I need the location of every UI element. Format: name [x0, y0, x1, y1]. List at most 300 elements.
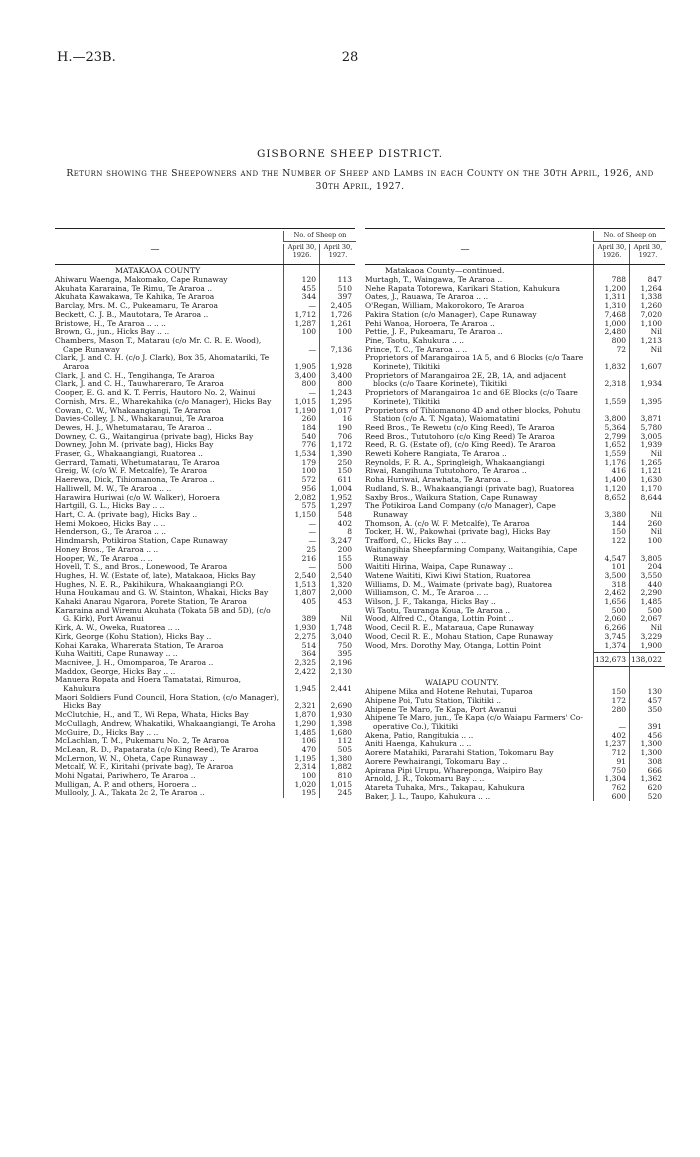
- sheep-1926: 7,468: [604, 309, 626, 319]
- owner-name: Kohai Karaka, Wharerata Station, Te Araroa: [55, 640, 224, 650]
- sheep-1926: 6,266: [604, 623, 626, 633]
- owner-name: Nehe Rapata Totorewa, Karikari Station, Kahukura: [365, 283, 560, 293]
- owner-name: Reweti Kohere Rangiata, Te Araroa ..: [365, 449, 507, 459]
- sheep-1927: 155: [337, 553, 352, 563]
- owner-name: Fraser, G., Whakaangiangi, Ruatorea ..: [55, 449, 203, 459]
- sheep-1927: 440: [647, 579, 662, 589]
- sheep-1926: 172: [611, 695, 626, 705]
- sheep-1926: 1,712: [294, 309, 316, 319]
- table-header: [55, 228, 355, 265]
- sheep-1927: Nil: [650, 449, 662, 459]
- sheep-1927: 1,485: [640, 597, 662, 607]
- sheep-1926: 260: [301, 414, 316, 424]
- sheep-1926: 575: [301, 501, 316, 511]
- owner-name: Wood, Alfred C., Otanga, Lottin Point ..: [365, 614, 514, 624]
- owner-name: Roha Huriwai, Arawhata, Te Araroa ..: [365, 475, 509, 485]
- owner-name: Bristowe, H., Te Araroa .. .. ..: [55, 318, 166, 328]
- owner-name: Mullooly, J. A., Takata 2c 2, Te Araroa ..: [55, 788, 205, 798]
- owner-name: Barclay, Mrs. M. C., Pukeamaru, Te Araroa: [55, 301, 218, 311]
- document-title: GISBORNE SHEEP DISTRICT.: [256, 148, 444, 160]
- sheep-1927: 1,928: [330, 362, 352, 372]
- sheep-1926: 2,462: [604, 588, 626, 598]
- table-row: [55, 676, 355, 693]
- sheep-1926: 1,652: [604, 440, 626, 450]
- sheep-1926: 150: [611, 527, 626, 537]
- owner-name: Clark, J. and C. H., Tauwhareraro, Te Araroa: [55, 379, 224, 389]
- sheep-1926: 2,275: [294, 631, 316, 641]
- sheep-1927: 1,939: [640, 440, 662, 450]
- sheep-1926: 600: [611, 791, 626, 801]
- owner-name: Wood, Mrs. Dorothy May, Otanga, Lottin Point: [365, 640, 542, 650]
- sheep-1926: 72: [616, 344, 626, 354]
- sheep-1926: 100: [301, 466, 316, 476]
- sheep-1926: 1,656: [604, 597, 626, 607]
- sheep-1927: 3,005: [640, 431, 662, 441]
- owner-name: Trafford, C., Hicks Bay .. ..: [365, 536, 467, 546]
- sheep-1927: 2,067: [640, 614, 662, 624]
- table-row: [365, 502, 665, 519]
- header-date-1927: April 30, 1927.: [319, 244, 356, 264]
- sheep-1927: 1,017: [330, 405, 352, 415]
- sheep-1926: 1,020: [294, 779, 316, 789]
- owner-name: Ahipene Poi, Tutu Station, Tikitiki ..: [365, 695, 502, 705]
- sheep-1926: 2,082: [294, 492, 316, 502]
- sheep-1926: 1,176: [604, 457, 626, 467]
- sheep-1927: 1,680: [330, 727, 352, 737]
- table-row: [365, 389, 665, 406]
- sheep-1926: 800: [611, 335, 626, 345]
- sheep-1926: 5,364: [604, 422, 626, 432]
- sheep-1926: 1,290: [294, 718, 316, 728]
- sheep-1926: 1,832: [604, 362, 626, 372]
- sheep-1926: 3,400: [294, 370, 316, 380]
- sheep-1926: 2,540: [294, 570, 316, 580]
- owner-name: McGuire, D., Hicks Bay .. ..: [55, 727, 159, 737]
- owner-name: McLachlan, T. M., Pukemaru No. 2, Te Araroa: [55, 736, 230, 746]
- owner-name: Aniti Haenga, Kahukura .. ..: [365, 739, 472, 749]
- owner-name: Henderson, G., Te Araroa .. ..: [55, 527, 167, 537]
- owner-name: Waititi Hirina, Waipa, Cape Runaway ..: [365, 562, 513, 572]
- sheep-1926: —: [308, 388, 316, 398]
- table-row: [55, 607, 355, 624]
- sheep-1926: 2,422: [294, 666, 316, 676]
- owner-name: Maddox, George, Hicks Bay .. ..: [55, 666, 176, 676]
- header-number-of-sheep: No. of Sheep on: [283, 231, 356, 242]
- owner-name: Downey, C. G., Waitangirua (private bag), Hicks Bay: [55, 431, 254, 441]
- owner-name: McClutchie, H., and T., Wi Repa, Whata, Hicks Bay: [55, 710, 249, 720]
- owner-name: Wilson, J. F., Takanga, Hicks Bay ..: [365, 597, 496, 607]
- sheep-1927: 3,040: [330, 631, 352, 641]
- owner-name: Pine, Taotu, Kahukura .. ..: [365, 335, 464, 345]
- owner-name: Dewes, H. J., Whetumatarau, Te Araroa ..: [55, 422, 212, 432]
- owner-name: Hemi Mokoeo, Hicks Bay .. ..: [55, 518, 166, 528]
- sheep-1927: 1,213: [640, 335, 662, 345]
- sheep-1927: 2,290: [640, 588, 662, 598]
- total-1926: 132,673: [593, 652, 629, 667]
- sheep-1926: 750: [611, 765, 626, 775]
- owner-name: Akuhata Kararaina, Te Rimu, Te Araroa ..: [55, 283, 213, 293]
- owner-name: McLernon, W. N., Oheta, Cape Runaway ..: [55, 753, 215, 763]
- sheep-1927: 190: [337, 422, 352, 432]
- sheep-1927: 5,780: [640, 422, 662, 432]
- owner-name: Waitangihia Sheepfarming Company, Waitangihia, Cape Runaway: [365, 544, 578, 563]
- sheep-1927: 1,261: [330, 318, 352, 328]
- owner-name: Akuhata Kawakawa, Te Kahika, Te Araroa: [55, 292, 215, 302]
- sheep-1926: 405: [301, 597, 316, 607]
- sheep-1927: Nil: [650, 623, 662, 633]
- owner-name: Hindmarsh, Potikiroa Station, Cape Runaway: [55, 536, 228, 546]
- sheep-1927: 1,172: [330, 440, 352, 450]
- owner-name: Aorere Matahiki, Pararahi Station, Tokomaru Bay: [365, 748, 554, 758]
- sheep-1926: 184: [301, 422, 316, 432]
- sheep-1927: 1,004: [330, 483, 352, 493]
- owner-name: Prince, T. C., Te Araroa .. ..: [365, 344, 468, 354]
- sheep-1926: —: [308, 527, 316, 537]
- owner-name: Atareta Tuhaka, Mrs., Takapau, Kahukura: [365, 782, 525, 792]
- sheep-1926: 712: [611, 748, 626, 758]
- sheep-1926: 2,325: [294, 657, 316, 667]
- sheep-1926: 572: [301, 475, 316, 485]
- page-number: 28: [341, 50, 359, 65]
- sheep-1927: 7,020: [640, 309, 662, 319]
- left-column: [55, 228, 355, 798]
- sheep-1927: 1,748: [330, 623, 352, 633]
- sheep-1926: 416: [611, 466, 626, 476]
- owner-name: Apirana Pipi Urupu, Whareponga, Waipiro Bay: [365, 765, 543, 775]
- sheep-1927: 7,136: [330, 344, 352, 354]
- owner-name: Mohi Ngatai, Pariwhero, Te Araroa ..: [55, 771, 196, 781]
- sheep-1927: 1,297: [330, 501, 352, 511]
- sheep-1926: 1,905: [294, 362, 316, 372]
- sheep-1926: 1,150: [294, 509, 316, 519]
- sheep-1926: —: [308, 518, 316, 528]
- sheep-1927: 3,400: [330, 370, 352, 380]
- sheep-1927: 3,247: [330, 536, 352, 546]
- sheep-1927: 1,398: [330, 718, 352, 728]
- owner-name: Wi Taotu, Tauranga Koua, Te Araroa ..: [365, 605, 511, 615]
- owner-name: Akena, Patio, Rangitukia .. ..: [365, 730, 474, 740]
- owner-name: Pehi Wanoa, Horoera, Te Araroa ..: [365, 318, 495, 328]
- sheep-1927: 1,170: [640, 483, 662, 493]
- owner-name: Kirk, A. W., Oweka, Ruatorea .. ..: [55, 623, 180, 633]
- owner-name: Metcalf, W. F., Kiritahi (private bag), Te Araroa: [55, 762, 234, 772]
- sheep-1926: 1,287: [294, 318, 316, 328]
- owner-name: Hovell, T. S., and Bros., Lonewood, Te Araroa: [55, 562, 228, 572]
- header-date-1926: April 30, 1926.: [283, 244, 320, 264]
- sheep-1927: 113: [337, 275, 352, 284]
- sheep-1927: 1,882: [330, 762, 352, 772]
- sheep-1927: Nil: [340, 614, 352, 624]
- table-row: [55, 354, 355, 371]
- sheep-1927: 1,934: [640, 379, 662, 389]
- sheep-1927: 402: [337, 518, 352, 528]
- owner-name: Gerrard, Tamati, Whetumatarau, Te Araroa: [55, 457, 220, 467]
- owner-name: Riwai, Rangihuna Tututohoro, Te Araroa ..: [365, 466, 527, 476]
- owner-name: Greig, W. (c/o W. F. Metcalfe), Te Araroa: [55, 466, 208, 476]
- table-row: [365, 642, 665, 651]
- sheep-1927: 1,726: [330, 309, 352, 319]
- sheep-1927: 1,100: [640, 318, 662, 328]
- sheep-1926: 106: [301, 736, 316, 746]
- sheep-1927: 2,130: [330, 666, 352, 676]
- sheep-1926: —: [308, 536, 316, 546]
- owner-name: Hart, C. A. (private bag), Hicks Bay ..: [55, 509, 198, 519]
- sheep-1926: 2,480: [604, 327, 626, 337]
- sheep-1926: 100: [301, 327, 316, 337]
- sheep-1927: 260: [647, 518, 662, 528]
- owner-name: Reynolds, F. R. A., Springleigh, Whakaangiangi: [365, 457, 545, 467]
- sheep-1926: 100: [301, 771, 316, 781]
- sheep-1927: 3,229: [640, 631, 662, 641]
- header-date-1927: April 30, 1927.: [629, 244, 666, 264]
- right-table-body: [365, 265, 665, 801]
- sheep-1926: 514: [301, 640, 316, 650]
- sheep-1926: 1,534: [294, 449, 316, 459]
- owner-name: Downey, John M. (private bag), Hicks Bay: [55, 440, 214, 450]
- document-subtitle: Return showing the Sheepowners and the Number of Sheep and Lambs in each County on the 30th April, 1926, and 30th April, 1927.: [66, 168, 654, 192]
- sheep-1926: 1,015: [294, 396, 316, 406]
- county-total-row: [365, 652, 665, 667]
- sheep-1926: 956: [301, 483, 316, 493]
- sheep-1927: 500: [647, 605, 662, 615]
- sheep-1926: 455: [301, 283, 316, 293]
- sheep-1926: 1,870: [294, 710, 316, 720]
- sheep-1926: 280: [611, 704, 626, 714]
- sheep-1927: 1,300: [640, 748, 662, 758]
- sheep-1927: 500: [337, 562, 352, 572]
- sheep-1927: Nil: [650, 509, 662, 519]
- sheep-1927: 3,805: [640, 553, 662, 563]
- owner-name: Kararaina and Wiremu Akuhata (Tokata 5B and 5D), (c/o G. Kirk), Port Awanui: [55, 605, 271, 624]
- sheep-1926: 800: [301, 379, 316, 389]
- owner-name: Proprietors of Marangairoa 2E, 2B, 1A, and adjacent blocks (c/o Taare Korinete), Tikitiki: [365, 370, 567, 389]
- sheep-1926: 1,559: [604, 396, 626, 406]
- sheep-1927: 16: [342, 414, 352, 424]
- header-date-1926: April 30, 1926.: [593, 244, 630, 264]
- owner-name: Hughes, H. W. (Estate of, late), Matakaoa, Hicks Bay: [55, 570, 256, 580]
- sheep-1927: 1,395: [640, 396, 662, 406]
- sheep-1926: 195: [301, 788, 316, 798]
- table-row: [365, 372, 665, 389]
- sheep-1926: 1,485: [294, 727, 316, 737]
- owner-name: Ahiwaru Waenga, Makomako, Cape Runaway: [55, 275, 228, 284]
- sheep-1927: 1,338: [640, 292, 662, 302]
- sheep-1927: 2,690: [330, 701, 352, 711]
- sheep-1927: 1,630: [640, 475, 662, 485]
- sheep-1927: 1,265: [640, 457, 662, 467]
- owner-name: Clark, J. and C. H. (c/o J. Clark), Box 35, Ahomatariki, Te Araroa: [55, 353, 270, 372]
- sheep-1926: 3,380: [604, 509, 626, 519]
- sheep-1927: 130: [647, 687, 662, 697]
- sheep-1927: 1,260: [640, 301, 662, 311]
- sheep-1927: 397: [337, 292, 352, 302]
- sheep-1926: —: [618, 722, 626, 732]
- owner-name: Kahaki Anarau Ngarora, Porete Station, Te Araroa: [55, 597, 248, 607]
- sheep-1927: 150: [337, 466, 352, 476]
- sheep-1926: 120: [301, 275, 316, 284]
- sheep-1926: 1,195: [294, 753, 316, 763]
- table-row: [55, 694, 355, 711]
- sheep-1927: 1,930: [330, 710, 352, 720]
- header-number-of-sheep: No. of Sheep on: [593, 231, 666, 242]
- owner-name: Beckett, C. J. B., Mautotara, Te Araroa ..: [55, 309, 209, 319]
- sheep-1927: 2,441: [330, 684, 352, 694]
- sheep-1927: 611: [337, 475, 352, 485]
- sheep-1926: 762: [611, 782, 626, 792]
- sheep-1926: 389: [301, 614, 316, 624]
- sheep-1927: 505: [337, 744, 352, 754]
- owner-name: Rudland, S. B., Whakaangiangi (private bag), Ruatorea: [365, 483, 575, 493]
- table-row: [365, 354, 665, 371]
- owner-name: Tocker, H. W., Pakowhai (private bag), Hicks Bay: [365, 527, 551, 537]
- sheep-1927: 750: [337, 640, 352, 650]
- table-header: [365, 228, 665, 265]
- sheep-1927: 245: [337, 788, 352, 798]
- sheep-1926: 788: [611, 275, 626, 284]
- sheep-1926: 8,652: [604, 492, 626, 502]
- sheep-1926: —: [308, 301, 316, 311]
- owner-name: Reed, R. G. (Estate of), (c/o King Reed). Te Araroa: [365, 440, 556, 450]
- sheep-1926: 144: [611, 518, 626, 528]
- sheep-1927: 620: [647, 782, 662, 792]
- sheep-1926: 1,120: [604, 483, 626, 493]
- owner-name: Wood, Cecil R. E., Mataraua, Cape Runaway: [365, 623, 534, 633]
- section-heading: WAIAPU COUNTY.: [425, 678, 499, 688]
- sheep-1926: 1,807: [294, 588, 316, 598]
- owner-name: Cowan, C. W., Whakaangiangi, Te Araroa: [55, 405, 211, 415]
- sheep-1927: 308: [647, 756, 662, 766]
- sheep-1927: 100: [647, 536, 662, 546]
- owner-name: Cooper, E. G. and K. T. Ferris, Hautoro No. 2, Wainui: [55, 388, 256, 398]
- owner-name: Wood, Cecil R. E., Mohau Station, Cape Runaway: [365, 631, 554, 641]
- owner-name: Mulligan, A. P. and others, Horoera ..: [55, 779, 197, 789]
- sheep-1927: 8,644: [640, 492, 662, 502]
- owner-name: O'Regan, William, Makorokoro, Te Araroa: [365, 301, 525, 311]
- table-row: [365, 546, 665, 563]
- owner-name: Aorere Pewhairangi, Tokomaru Bay ..: [365, 756, 508, 766]
- sheep-1927: 1,243: [330, 388, 352, 398]
- owner-name: Ahipene Mika and Hotene Rehutai, Tuparoa: [365, 687, 533, 697]
- owner-name: Halliwell, M. W., Te Araroa .. ..: [55, 483, 172, 493]
- sheep-1927: 2,540: [330, 570, 352, 580]
- owner-name: Pakira Station (c/o Manager), Cape Runaway: [365, 309, 537, 319]
- sheep-1926: 318: [611, 579, 626, 589]
- sheep-1927: 112: [337, 736, 352, 746]
- report-reference: H.—23B.: [57, 50, 116, 65]
- sheep-1927: 800: [337, 379, 352, 389]
- sheep-1926: 1,190: [294, 405, 316, 415]
- sheep-1926: 2,799: [604, 431, 626, 441]
- owner-name: Cornish, Mrs. E., Wharekahika (c/o Manager), Hicks Bay: [55, 396, 272, 406]
- sheep-1927: 250: [337, 457, 352, 467]
- sheep-1927: 391: [647, 722, 662, 732]
- sheep-1926: 4,547: [604, 553, 626, 563]
- owner-name: Thomson, A. (c/o W. F. Metcalfe), Te Araroa: [365, 518, 530, 528]
- sheep-1927: 1,380: [330, 753, 352, 763]
- sheep-1927: 1,121: [640, 466, 662, 476]
- sheep-1926: 216: [301, 553, 316, 563]
- sheep-1926: 1,304: [604, 774, 626, 784]
- owner-name: Hooper, W., Te Araroa .. ..: [55, 553, 153, 563]
- owner-name: Hartgill, G. L., Hicks Bay .. ..: [55, 501, 165, 511]
- sheep-1927: 2,196: [330, 657, 352, 667]
- header-dash: —: [460, 245, 470, 255]
- sheep-1926: 364: [301, 649, 316, 659]
- sheep-1926: 470: [301, 744, 316, 754]
- sheep-1927: 457: [647, 695, 662, 705]
- sheep-1926: 2,321: [294, 701, 316, 711]
- owner-name: Saxby Bros., Waikura Station, Cape Runaway: [365, 492, 538, 502]
- owner-name: Watene Waititi, Kiwi Kiwi Station, Ruatorea: [365, 570, 531, 580]
- owner-name: Haerewa, Dick, Tihiomanona, Te Araroa ..: [55, 475, 215, 485]
- sheep-1926: 1,930: [294, 623, 316, 633]
- sheep-1927: 1,015: [330, 779, 352, 789]
- sheep-1926: 3,745: [604, 631, 626, 641]
- owner-name: Chambers, Mason T., Matarau (c/o Mr. C. R. E. Wood), Cape Runaway: [55, 335, 262, 354]
- owner-name: Baker, J. L., Taupo, Kahukura .. ..: [365, 791, 491, 801]
- sheep-1927: 666: [647, 765, 662, 775]
- table-row: [365, 793, 665, 802]
- sheep-1927: 453: [337, 597, 352, 607]
- sheep-1926: 2,314: [294, 762, 316, 772]
- owner-name: McLean, R. D., Papatarata (c/o King Reed), Te Araroa: [55, 744, 259, 754]
- sheep-1926: 122: [611, 536, 626, 546]
- owner-name: Pettie, J. F., Pukeamaru, Te Araroa ..: [365, 327, 503, 337]
- owner-name: Reed Bros., Tututohoro (c/o King Reed) Te Araroa: [365, 431, 555, 441]
- sheep-1926: 1,000: [604, 318, 626, 328]
- sheep-1927: 2,000: [330, 588, 352, 598]
- sheep-1927: 8: [347, 527, 352, 537]
- sheep-1927: 706: [337, 431, 352, 441]
- section-heading: MATAKAOA COUNTY: [115, 266, 201, 275]
- sheep-1927: 1,607: [640, 362, 662, 372]
- sheep-1926: 3,800: [604, 414, 626, 424]
- owner-name: Proprietors of Tihiomanono 4D and other blocks, Pohutu Station (c/o A. T. Ngata), Waiomatatini: [365, 405, 581, 424]
- sheep-1926: 1,374: [604, 640, 626, 650]
- sheep-1927: 100: [337, 327, 352, 337]
- sheep-1926: 3,500: [604, 570, 626, 580]
- sheep-1926: 1,945: [294, 684, 316, 694]
- sheep-1927: 1,390: [330, 449, 352, 459]
- owner-name: Ahipene Te Maro, Te Kapa, Port Awanui: [365, 704, 517, 714]
- table-row: [365, 714, 665, 731]
- sheep-1927: 1,900: [640, 640, 662, 650]
- sheep-1927: Nil: [650, 327, 662, 337]
- owner-name: Kirk, George (Kohu Station), Hicks Bay ..: [55, 631, 212, 641]
- sheep-1926: —: [308, 562, 316, 572]
- table-row: [55, 337, 355, 354]
- owner-name: Williams, D. M., Waimate (private bag), Ruatorea: [365, 579, 553, 589]
- sheep-1927: 3,550: [640, 570, 662, 580]
- sheep-1927: 1,952: [330, 492, 352, 502]
- sheep-1927: 1,264: [640, 283, 662, 293]
- owner-name: The Potikiroa Land Company (c/o Manager), Cape Runaway: [365, 501, 556, 519]
- owner-name: Manuera Ropata and Hoera Tamatatai, Rimuroa, Kahukura: [55, 675, 241, 694]
- owner-name: Oates, J., Rauawa, Te Araroa .. ..: [365, 292, 489, 302]
- sheep-1927: 456: [647, 730, 662, 740]
- sheep-1926: 2,060: [604, 614, 626, 624]
- total-1927: 138,022: [629, 652, 665, 667]
- sheep-1926: 402: [611, 730, 626, 740]
- owner-name: Arnold, J. R., Tokomaru Bay .. ..: [365, 774, 485, 784]
- sheep-1927: 200: [337, 544, 352, 554]
- sheep-1926: 540: [301, 431, 316, 441]
- sheep-1927: 1,362: [640, 774, 662, 784]
- sheep-1926: 776: [301, 440, 316, 450]
- right-column: [365, 228, 665, 801]
- owner-name: Huna Houkamau and G. W. Stainton, Whakai, Hicks Bay: [55, 588, 269, 598]
- owner-name: Harawira Huriwai (c/o W. Walker), Horoera: [55, 492, 220, 502]
